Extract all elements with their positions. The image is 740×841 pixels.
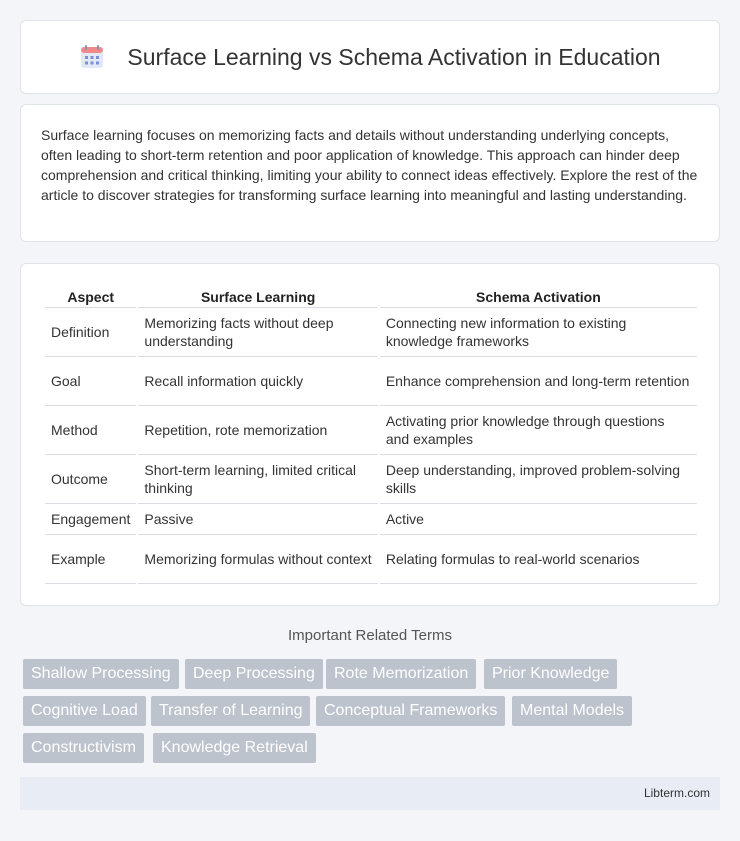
column-header-schema-activation: Schema Activation [380, 286, 697, 308]
row-surface-learning: Recall information quickly [138, 357, 377, 406]
tag-constructivism[interactable]: Constructivism [23, 733, 144, 763]
row-aspect: Method [45, 406, 136, 455]
tag-cognitive-load[interactable]: Cognitive Load [23, 696, 146, 726]
tag-transfer-of-learning[interactable]: Transfer of Learning [151, 696, 310, 726]
row-aspect: Outcome [45, 455, 136, 504]
row-schema-activation: Activating prior knowledge through questions and examples [380, 406, 697, 455]
row-schema-activation: Active [380, 504, 697, 535]
footer [20, 777, 720, 810]
row-aspect: Example [45, 535, 136, 584]
row-surface-learning: Memorizing facts without deep understanding [138, 308, 377, 357]
row-schema-activation: Relating formulas to real-world scenarios [380, 535, 697, 584]
page-title: Surface Learning vs Schema Activation in Education [127, 43, 661, 70]
table-row [45, 357, 697, 406]
footer-site-link[interactable]: Libterm.com [643, 786, 710, 800]
tag-shallow-processing[interactable]: Shallow Processing [23, 659, 179, 689]
row-schema-activation: Connecting new information to existing knowledge frameworks [380, 308, 697, 357]
intro-text: Surface learning focuses on memorizing facts and details without understanding underlying concepts, often leading to short-term retention and poor application of knowledge. This approach can hinder deep comprehension and critical thinking, limiting your ability to connect ideas effectively. Explore the rest of the article to discover strategies for transforming surface learning into meaningful and lasting understanding. [41, 127, 698, 203]
row-surface-learning: Short-term learning, limited critical thinking [138, 455, 377, 504]
tag-mental-models[interactable]: Mental Models [512, 696, 632, 726]
row-surface-learning: Repetition, rote memorization [138, 406, 377, 455]
row-aspect: Definition [45, 308, 136, 357]
row-surface-learning: Passive [138, 504, 377, 535]
row-surface-learning: Memorizing formulas without context [138, 535, 377, 584]
tag-prior-knowledge[interactable]: Prior Knowledge [484, 659, 617, 689]
calendar-grid-icon [79, 44, 105, 70]
tag-conceptual-frameworks[interactable]: Conceptual Frameworks [316, 696, 505, 726]
row-aspect: Goal [45, 357, 136, 406]
table-row [45, 535, 697, 584]
table-row [45, 504, 697, 535]
tag-deep-processing[interactable]: Deep Processing [185, 659, 323, 689]
column-header-aspect: Aspect [45, 286, 136, 308]
table-row [45, 406, 697, 455]
table-row [45, 455, 697, 504]
row-schema-activation: Enhance comprehension and long-term retention [380, 357, 697, 406]
comparison-table-card [20, 263, 720, 606]
tag-rote-memorization[interactable]: Rote Memorization [326, 659, 476, 689]
intro-card [20, 104, 720, 242]
table-row [45, 308, 697, 357]
title-card [20, 20, 720, 94]
related-terms-title: Important Related Terms [288, 627, 452, 644]
column-header-surface-learning: Surface Learning [138, 286, 377, 308]
row-schema-activation: Deep understanding, improved problem-solving skills [380, 455, 697, 504]
tag-knowledge-retrieval[interactable]: Knowledge Retrieval [153, 733, 316, 763]
comparison-table [43, 286, 699, 584]
row-aspect: Engagement [45, 504, 136, 535]
